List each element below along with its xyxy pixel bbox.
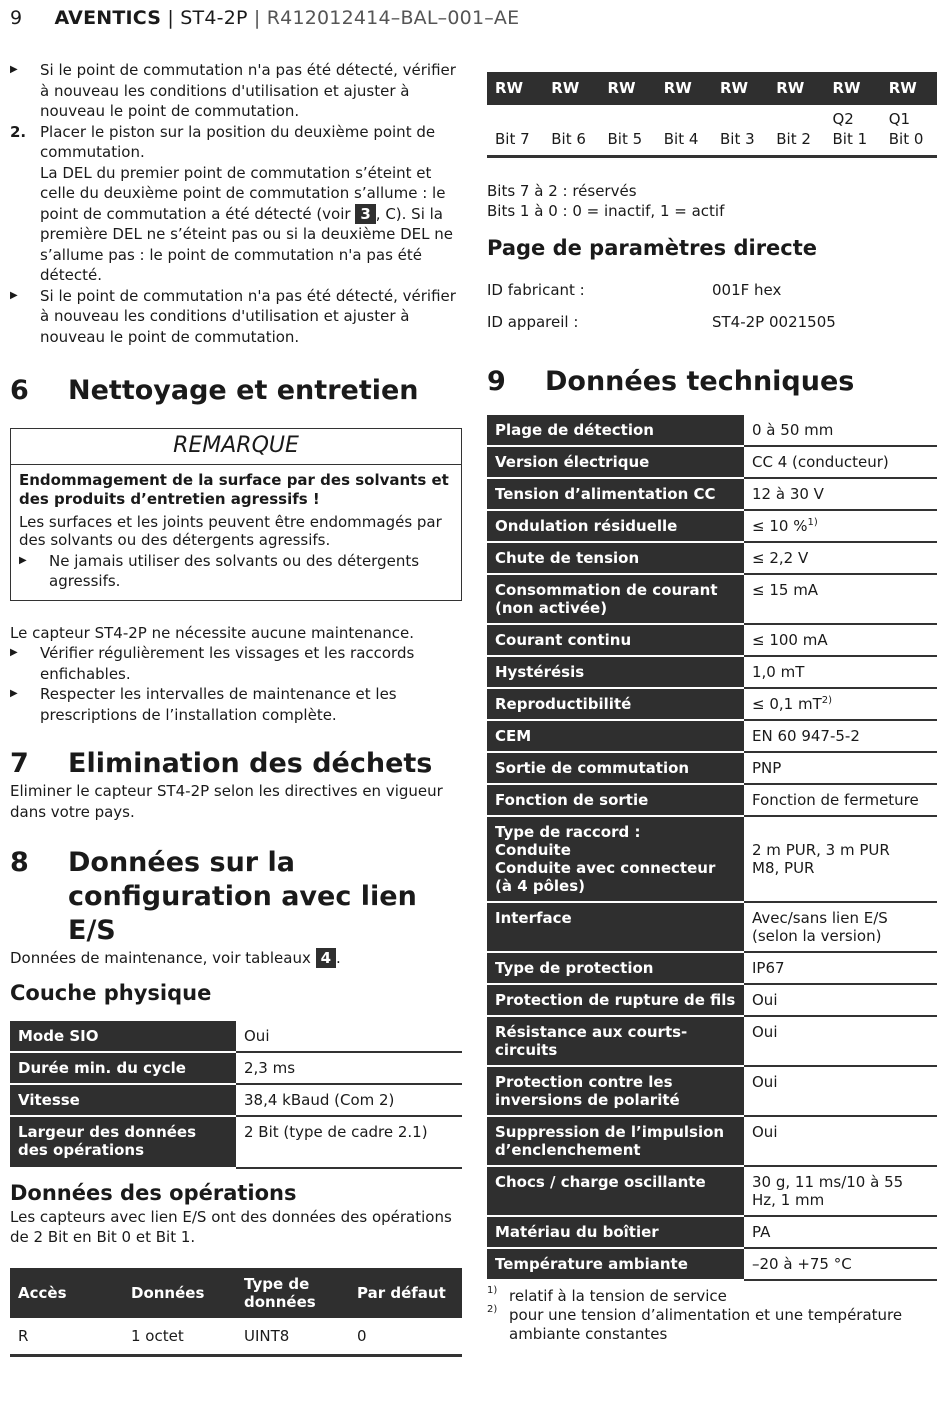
process-data-text: Les capteurs avec lien E/S ont des données des opérations de 2 Bit en Bit 0 et Bit 1. [10, 1207, 452, 1246]
physical-layer-table [10, 1021, 462, 1169]
tech-key: Résistance aux courts-circuits [487, 1016, 744, 1066]
table-row [487, 952, 937, 984]
tech-value: PNP [744, 752, 937, 784]
tech-key: Fonction de sortie [487, 784, 744, 816]
tech-value: PA [744, 1216, 937, 1248]
tech-key: Type de protection [487, 952, 744, 984]
section-8-text: Données de maintenance, voir tableaux 4 . [10, 949, 341, 967]
table-row: Vitesse 38,4 kBaud (Com 2) [10, 1084, 462, 1116]
doc-code: R412012414–BAL–001–AE [266, 7, 520, 29]
right-column [487, 72, 937, 1344]
tech-value: 30 g, 11 ms/10 à 55 Hz, 1 mm [744, 1166, 937, 1216]
tech-value: 2 m PUR, 3 m PUR M8, PUR [744, 816, 937, 902]
intro-bullet: ▶ Si le point de commutation n'a pas été détecté, vérifier à nouveau les conditions d'utilisation et ajuster à nouveau le point de commutation. [10, 60, 462, 122]
tech-value: 1,0 mT [744, 656, 937, 688]
tech-key: Interface [487, 902, 744, 952]
table-row [487, 1248, 937, 1280]
tech-key: Chute de tension [487, 542, 744, 574]
tech-value: Avec/sans lien E/S (selon la version) [744, 902, 937, 952]
tech-key: Reproductibilité [487, 688, 744, 720]
product-name: ST4-2P [180, 7, 248, 29]
tech-key: Protection contre les inversions de polarité [487, 1066, 744, 1116]
table-row [487, 984, 937, 1016]
disposal-text: Eliminer le capteur ST4-2P selon les directives en vigueur dans votre pays. [10, 782, 443, 821]
tech-key: Courant continu [487, 624, 744, 656]
table-row: ID fabricant : 001F hex [487, 280, 782, 299]
footnote: 2) pour une tension d’alimentation et une température ambiante constantes [487, 1303, 903, 1343]
tech-value: –20 à +75 °C [744, 1248, 937, 1280]
table-row [487, 816, 937, 902]
figure-ref-3: 3 [355, 204, 375, 224]
tech-key: Température ambiante [487, 1248, 744, 1280]
direct-params-heading: Page de paramètres directe [487, 235, 818, 260]
note-bullet: ▶ Ne jamais utiliser des solvants ou des détergents agressifs. [19, 551, 453, 592]
tech-key: CEM [487, 720, 744, 752]
table-row [487, 902, 937, 952]
tech-key: Type de raccord : Conduite Conduite avec connecteur (à 4 pôles) [487, 816, 744, 902]
technical-data-table [487, 415, 937, 1281]
table-row: ID appareil : ST4-2P 0021505 [487, 313, 836, 331]
tech-key: Hystérésis [487, 656, 744, 688]
step-result: La DEL du premier point de commutation s’éteint et celle du deuxième point de commutation s’allume : le point de commutation a été détecté (voir 3 , C). Si la première DEL ne s’éteint pas ou si la deuxième DEL ne s’allume pas : le point de commutation n'a pas été détecté. [40, 163, 453, 284]
step-2 [10, 122, 462, 286]
intro-bullet: ▶ Si le point de commutation n'a pas été détecté, vérifier à nouveau les conditions d'utilisation et ajuster à nouveau le point de commutation. [10, 286, 462, 348]
tech-key: Version électrique [487, 446, 744, 478]
table-row [487, 1216, 937, 1248]
tech-value: CC 4 (conducteur) [744, 446, 937, 478]
tech-value: ≤ 15 mA [744, 574, 937, 624]
footnote-ref: 2) [821, 694, 832, 706]
tech-value: ≤ 2,2 V [744, 542, 937, 574]
table-header-row: Accès Données Type de données Par défaut [10, 1268, 462, 1318]
table-row [487, 415, 937, 446]
table-row [487, 574, 937, 624]
step-number: 2. [10, 122, 27, 141]
table-header-row: RW RW RW RW RW RW RW RW [487, 72, 937, 105]
table-row [487, 478, 937, 510]
table-row [487, 1016, 937, 1066]
table-row [487, 1166, 937, 1216]
tech-key: Sortie de commutation [487, 752, 744, 784]
footnotes [487, 1284, 937, 1344]
tech-key: Chocs / charge oscillante [487, 1166, 744, 1216]
tech-value: Oui [744, 1016, 937, 1066]
tech-key: Consommation de courant (non activée) [487, 574, 744, 624]
tech-value: Oui [744, 1066, 937, 1116]
table-row [487, 1116, 937, 1166]
section-9-heading: 9 Données techniques [487, 365, 855, 397]
process-data-heading: Données des opérations [10, 1180, 297, 1205]
tech-value: EN 60 947-5-2 [744, 720, 937, 752]
tech-value: Fonction de fermeture [744, 784, 937, 816]
table-row: Durée min. du cycle 2,3 ms [10, 1052, 462, 1084]
direct-params-table [487, 274, 937, 339]
bits-note: Bits 7 à 2 : réservés [487, 181, 637, 200]
table-row [487, 446, 937, 478]
tech-key: Matériau du boîtier [487, 1216, 744, 1248]
maintenance-bullet: ▶ Respecter les intervalles de maintenance et les prescriptions de l’installation complète. [10, 684, 462, 725]
tech-key: Tension d’alimentation CC [487, 478, 744, 510]
header-separator: | [167, 7, 175, 29]
note-text: Les surfaces et les joints peuvent être endommagés par des solvants ou des détergents agressifs. [19, 512, 442, 549]
physical-layer-heading: Couche physique [10, 980, 212, 1005]
table-row [487, 1066, 937, 1116]
tech-key: Protection de rupture de fils [487, 984, 744, 1016]
table-row: Largeur des données des opérations 2 Bit (type de cadre 2.1) [10, 1116, 462, 1168]
table-row [487, 656, 937, 688]
tech-value: Oui [744, 1116, 937, 1166]
tech-value: 0 à 50 mm [744, 415, 937, 446]
bit-assignment-table [487, 72, 937, 158]
brand: AVENTICS [54, 7, 162, 29]
page-number: 9 [10, 7, 23, 29]
maintenance-text: Le capteur ST4-2P ne nécessite aucune maintenance. [10, 623, 414, 642]
maintenance-bullet: ▶ Vérifier régulièrement les vissages et les raccords enfichables. [10, 643, 462, 684]
table-row [487, 688, 937, 720]
header-separator: | [253, 7, 261, 29]
note-box [10, 428, 462, 601]
tech-value: ≤ 100 mA [744, 624, 937, 656]
note-warning: Endommagement de la surface par des solvants et des produits d’entretien agressifs ! [19, 470, 449, 508]
process-data-table [10, 1268, 462, 1358]
section-6-heading: 6 Nettoyage et entretien [10, 375, 419, 406]
table-row [487, 624, 937, 656]
table-row [487, 510, 937, 542]
tech-value: Oui [744, 984, 937, 1016]
tech-value: IP67 [744, 952, 937, 984]
table-ref-4: 4 [316, 948, 336, 968]
table-row: R 1 octet UINT8 0 [10, 1318, 462, 1356]
left-column [10, 60, 462, 1357]
bits-note: Bits 1 à 0 : 0 = inactif, 1 = actif [487, 202, 725, 220]
table-row [487, 784, 937, 816]
step-text: Placer le piston sur la position du deuxième point de commutation. [40, 122, 436, 161]
tech-key: Suppression de l’impulsion d’enclenchement [487, 1116, 744, 1166]
table-row: Mode SIO Oui [10, 1021, 462, 1052]
table-row: Bit 7 Bit 6 Bit 5 Bit 4 Bit 3 Bit 2 Q2 Bit 1 Q1 Bit 0 [487, 105, 937, 157]
page-header [10, 8, 519, 29]
section-7-heading: 7 Elimination des déchets [10, 748, 433, 779]
tech-key: Ondulation résiduelle [487, 510, 744, 542]
tech-value: ≤ 10 %$^{1)}$ [744, 510, 937, 542]
section-8-heading: 8 Données sur la configuration avec lien E/S [10, 847, 417, 946]
footnote: 1) relatif à la tension de service [487, 1284, 727, 1305]
table-row [487, 542, 937, 574]
note-title: REMARQUE [11, 429, 461, 465]
tech-value: ≤ 0,1 $mT^{2)}$ [744, 688, 937, 720]
tech-value: 12 à 30 V [744, 478, 937, 510]
table-row [487, 752, 937, 784]
table-row [487, 720, 937, 752]
footnote-ref: 1) [807, 516, 818, 528]
tech-key: Plage de détection [487, 415, 744, 446]
